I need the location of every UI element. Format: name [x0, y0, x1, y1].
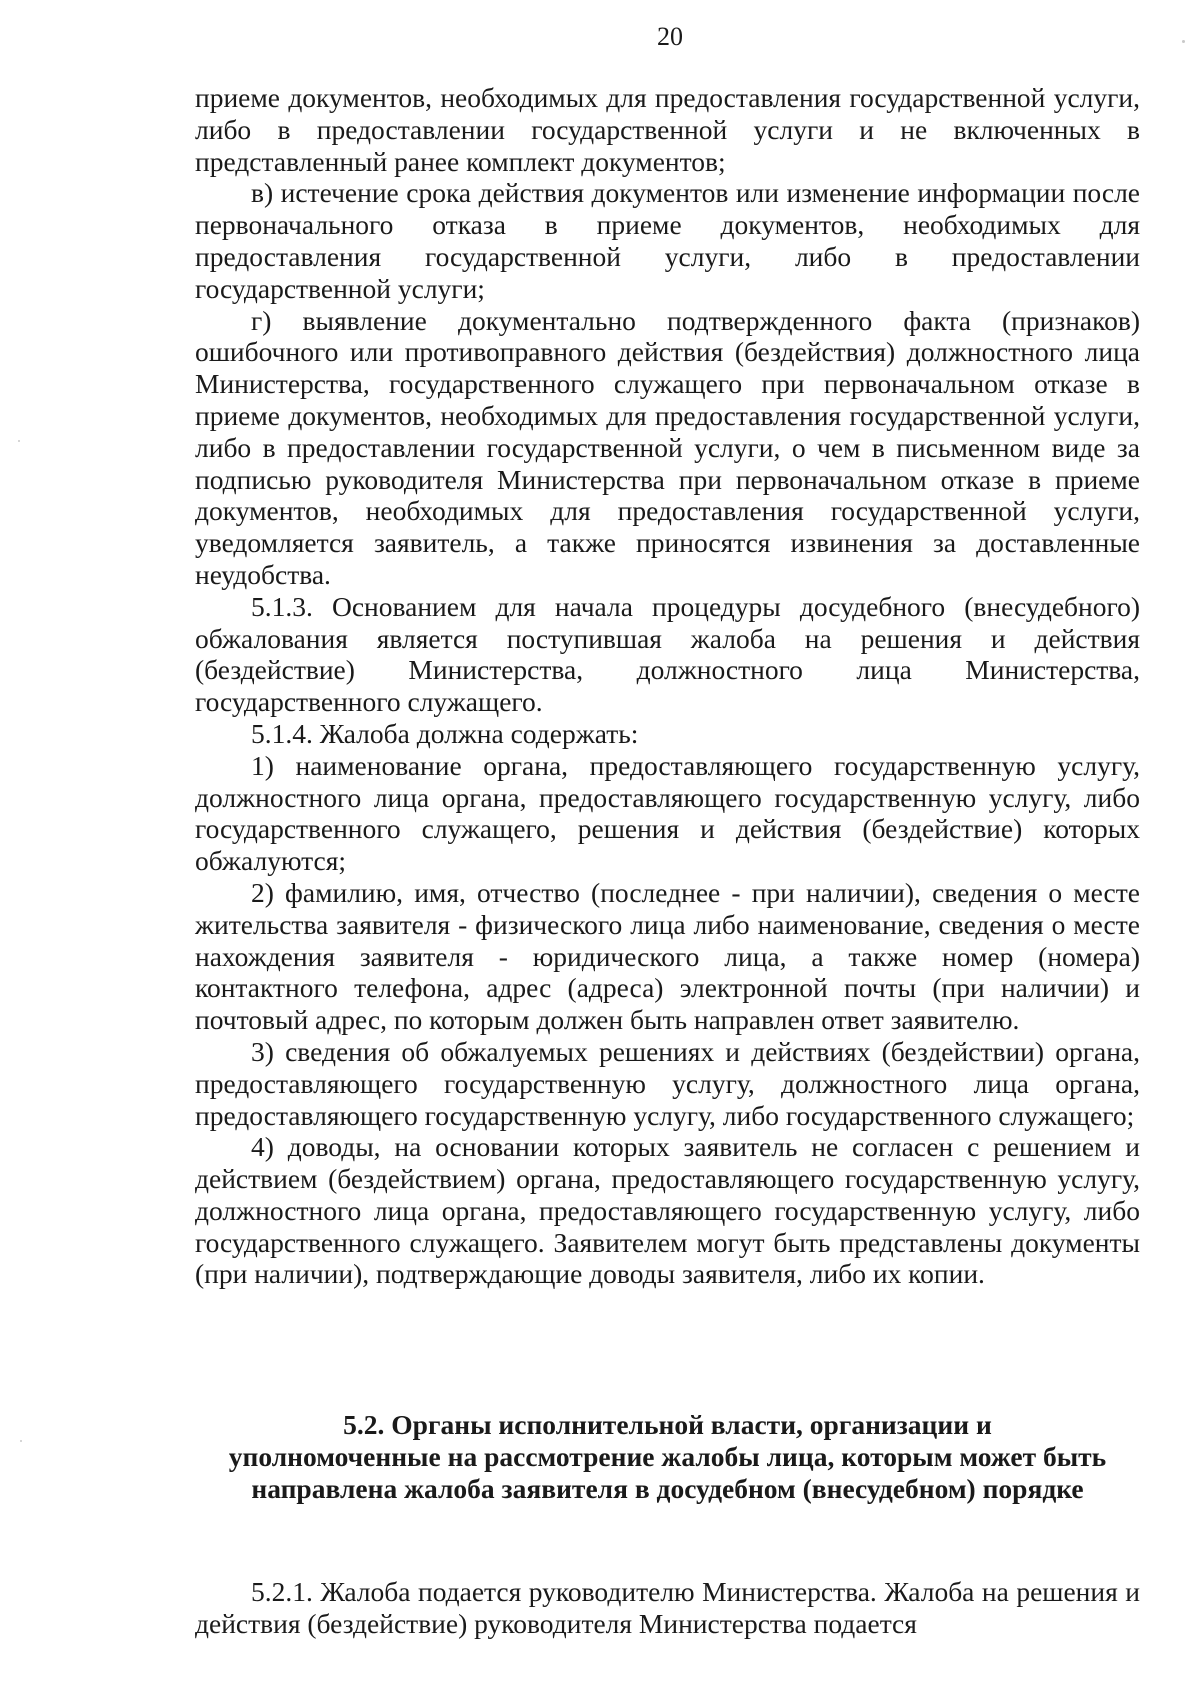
section-heading-5-2: [195, 1409, 1140, 1505]
paragraph-item-v: в) истечение срока действия документов или изменение информации после первоначального отказа в приеме документов, необходимых для предоставления государственной услуги, либо в предоставлении государственной услуги;: [195, 177, 1140, 304]
scan-speck: [20, 1440, 22, 1442]
list-item-2: 2) фамилию, имя, отчество (последнее - при наличии), сведения о месте жительства заявителя - физического лица либо наименование, сведения о месте нахождения заявителя - юридического лица, а также номер (номера) контактного телефона, адрес (адреса) электронной почты (при наличии) и почтовый адрес, по которым должен быть направлен ответ заявителю.: [195, 876, 1140, 1036]
body-text: [195, 82, 1140, 1290]
heading-line-1: 5.2. Органы исполнительной власти, организации и: [343, 1409, 992, 1440]
closing-text: [195, 1576, 1140, 1640]
scan-speck: [18, 440, 20, 442]
list-item-1: 1) наименование органа, предоставляющего государственную услугу, должностного лица органа, предоставляющего государственную услугу, либо государственного служащего, решения и действия (бездействие) которых обжалуются;: [195, 749, 1140, 877]
paragraph-continuation: приеме документов, необходимых для предоставления государственной услуги, либо в предоставлении государственной услуги и не включенных в представленный ранее комплект документов;: [195, 82, 1140, 177]
paragraph-5-1-4: 5.1.4. Жалоба должна содержать:: [251, 717, 639, 749]
list-item-3: 3) сведения об обжалуемых решениях и действиях (бездействии) органа, предоставляющего государственную услугу, должностного лица органа, предоставляющего государственную услугу, либо государственного служащего;: [195, 1035, 1140, 1131]
heading-line-2: уполномоченные на рассмотрение жалобы лица, которым может быть: [228, 1441, 1107, 1472]
paragraph-5-2-1: 5.2.1. Жалоба подается руководителю Министерства. Жалоба на решения и действия (бездействие) руководителя Министерства подается: [195, 1576, 1140, 1639]
page-number: 20: [657, 22, 683, 51]
paragraph-5-1-3: 5.1.3. Основанием для начала процедуры досудебного (внесудебного) обжалования является поступившая жалоба на решения и действия (бездействие) Министерства, должностного лица Министерства, государственного служащего.: [195, 590, 1140, 718]
heading-line-3: направлена жалоба заявителя в досудебном (внесудебном) порядке: [251, 1473, 1084, 1504]
scan-speck: [1182, 40, 1185, 43]
paragraph-item-g: г) выявление документально подтвержденного факта (признаков) ошибочного или противоправного действия (бездействия) должностного лица Министерства, государственного служащего при первоначальном отказе в приеме документов, необходимых для предоставления государственной услуги, либо в предоставлении государственной услуги, о чем в письменном виде за подписью руководителя Министерства при первоначальном отказе в приеме документов, необходимых для предоставления государственной услуги, уведомляется заявитель, а также приносятся извинения за доставленные неудобства.: [195, 304, 1140, 590]
list-item-4: 4) доводы, на основании которых заявитель не согласен с решением и действием (бездействием) органа, предоставляющего государственную услугу, должностного лица органа, предоставляющего государственную услугу, либо государственного служащего. Заявителем могут быть представлены документы (при наличии), подтверждающие доводы заявителя, либо их копии.: [195, 1131, 1140, 1290]
